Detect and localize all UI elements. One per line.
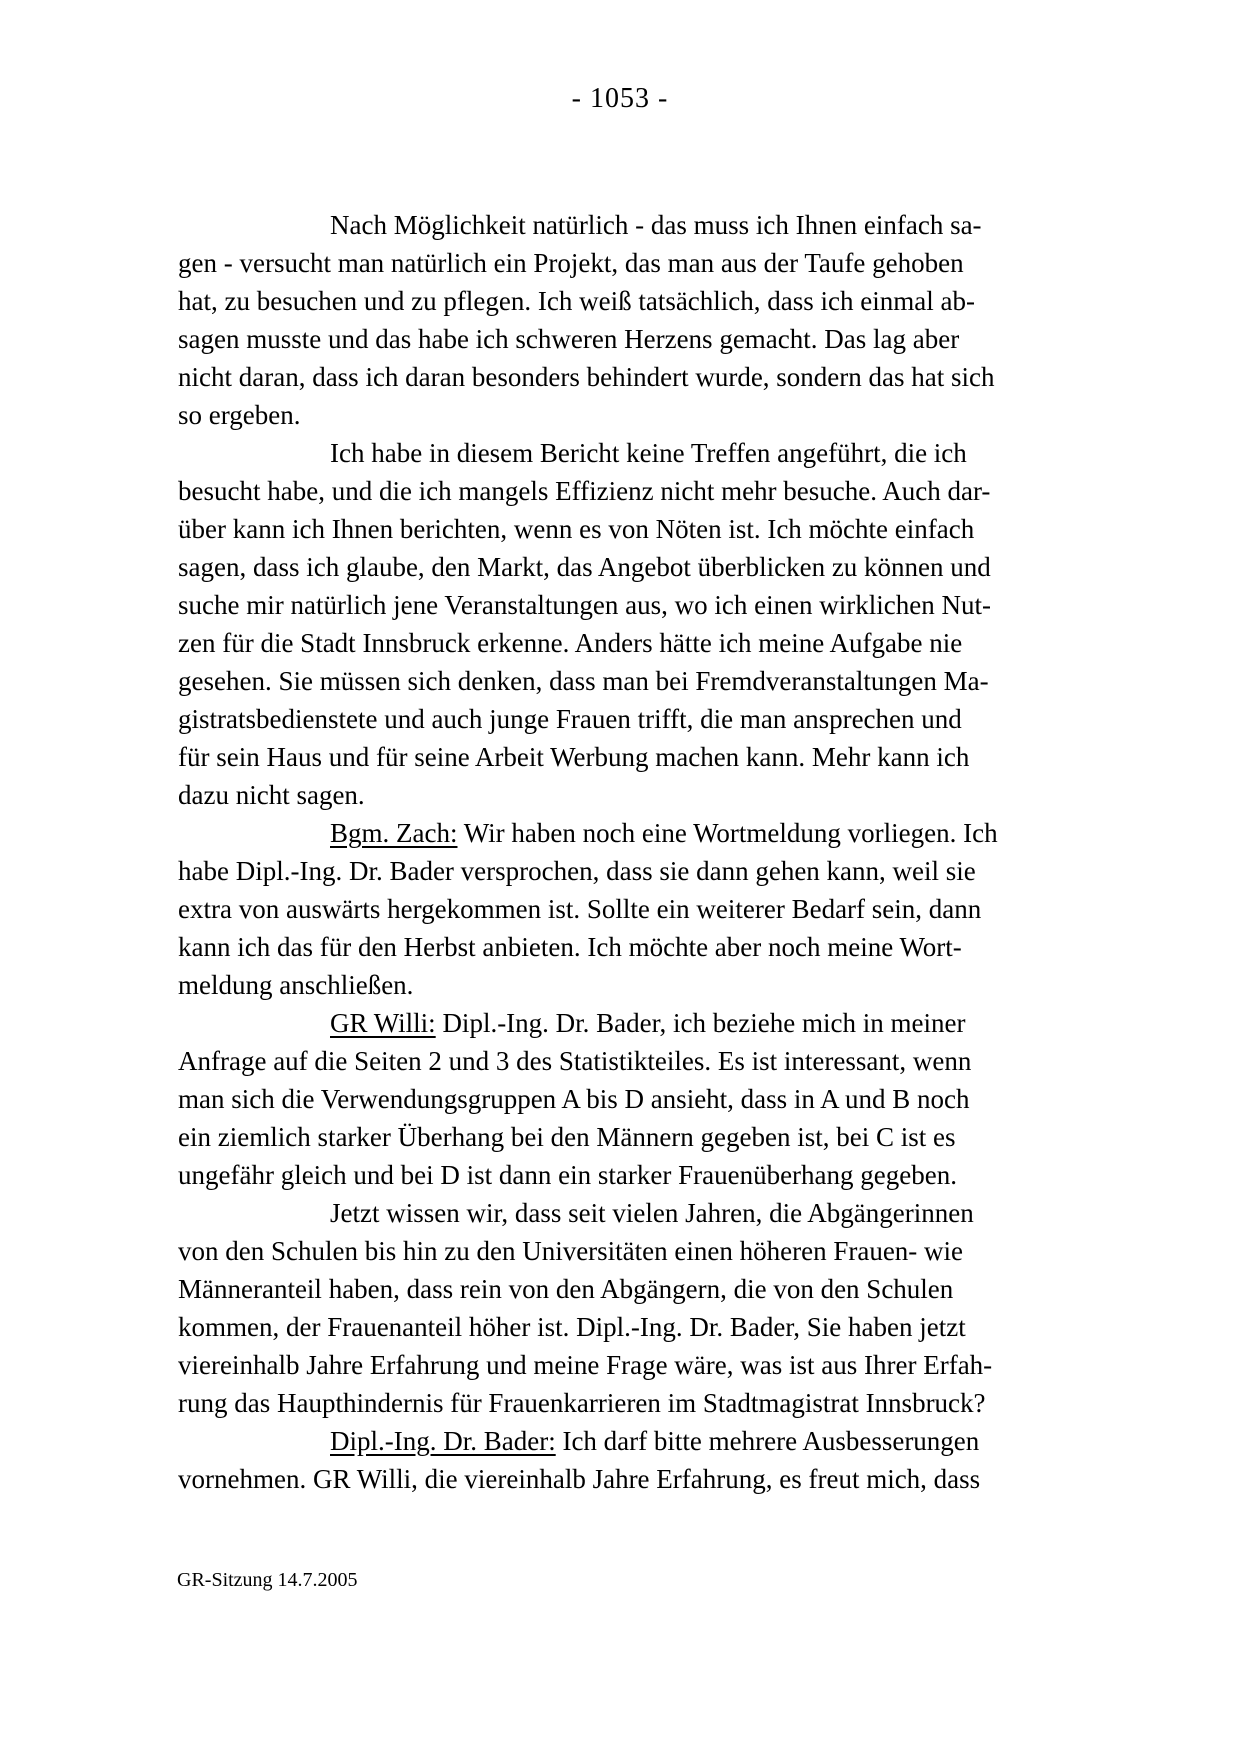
- text-line: Männeranteil haben, dass rein von den Abgängern, die von den Schulen: [178, 1274, 954, 1304]
- text-line: Jetzt wissen wir, dass seit vielen Jahren, die Abgängerinnen: [330, 1198, 974, 1228]
- page-number: - 1053 -: [571, 83, 669, 114]
- paragraph: [178, 434, 1088, 814]
- paragraph: [178, 1194, 1088, 1422]
- text-line: so ergeben.: [178, 400, 301, 430]
- text-line: kann ich das für den Herbst anbieten. Ich möchte aber noch meine Wort-: [178, 932, 962, 962]
- text-line: Bgm. Zach: Wir haben noch eine Wortmeldung vorliegen. Ich: [330, 818, 998, 848]
- paragraph: [178, 1422, 1088, 1498]
- text-line: kommen, der Frauenanteil höher ist. Dipl.-Ing. Dr. Bader, Sie haben jetzt: [178, 1312, 966, 1342]
- text-line: sagen, dass ich glaube, den Markt, das Angebot überblicken zu können und: [178, 552, 991, 582]
- text-line: dazu nicht sagen.: [178, 780, 365, 810]
- paragraph: [178, 1004, 1088, 1194]
- text-line: ein ziemlich starker Überhang bei den Männern gegeben ist, bei C ist es: [178, 1122, 956, 1152]
- text-line: suche mir natürlich jene Veranstaltungen aus, wo ich einen wirklichen Nut-: [178, 590, 992, 620]
- text-line: über kann ich Ihnen berichten, wenn es von Nöten ist. Ich möchte einfach: [178, 514, 975, 544]
- text-line: man sich die Verwendungsgruppen A bis D ansieht, dass in A und B noch: [178, 1084, 970, 1114]
- transcript-body: [178, 206, 1088, 1498]
- text-line: hat, zu besuchen und zu pflegen. Ich weiß tatsächlich, dass ich einmal ab-: [178, 286, 975, 316]
- speaker-label: Bgm. Zach:: [330, 818, 458, 848]
- text-line: Dipl.-Ing. Dr. Bader: Ich darf bitte mehrere Ausbesserungen: [330, 1426, 980, 1456]
- text-line: nicht daran, dass ich daran besonders behindert wurde, sondern das hat sich: [178, 362, 995, 392]
- text-line: Ich habe in diesem Bericht keine Treffen angeführt, die ich: [330, 438, 967, 468]
- text-line: für sein Haus und für seine Arbeit Werbung machen kann. Mehr kann ich: [178, 742, 970, 772]
- text-line: ungefähr gleich und bei D ist dann ein starker Frauenüberhang gegeben.: [178, 1160, 957, 1190]
- text-line: meldung anschließen.: [178, 970, 414, 1000]
- speaker-label: Dipl.-Ing. Dr. Bader:: [330, 1426, 556, 1456]
- text-line: rung das Haupthindernis für Frauenkarrieren im Stadtmagistrat Innsbruck?: [178, 1388, 986, 1418]
- text-line: zen für die Stadt Innsbruck erkenne. Anders hätte ich meine Aufgabe nie: [178, 628, 963, 658]
- paragraph: [178, 814, 1088, 1004]
- text-line: sagen musste und das habe ich schweren Herzens gemacht. Das lag aber: [178, 324, 960, 354]
- text-line: besucht habe, und die ich mangels Effizienz nicht mehr besuche. Auch dar-: [178, 476, 991, 506]
- text-line: vornehmen. GR Willi, die viereinhalb Jahre Erfahrung, es freut mich, dass: [178, 1464, 981, 1494]
- text-line: GR Willi: Dipl.-Ing. Dr. Bader, ich beziehe mich in meiner: [330, 1008, 966, 1038]
- text-line: viereinhalb Jahre Erfahrung und meine Frage wäre, was ist aus Ihrer Erfah-: [178, 1350, 993, 1380]
- text-line: gistratsbedienstete und auch junge Frauen trifft, die man ansprechen und: [178, 704, 962, 734]
- text-line: von den Schulen bis hin zu den Universitäten einen höheren Frauen- wie: [178, 1236, 964, 1266]
- text-line: extra von auswärts hergekommen ist. Sollte ein weiterer Bedarf sein, dann: [178, 894, 982, 924]
- footer-session-label: GR-Sitzung 14.7.2005: [177, 1569, 358, 1591]
- speaker-label: GR Willi:: [330, 1008, 436, 1038]
- paragraph: [178, 206, 1088, 434]
- text-line: gen - versucht man natürlich ein Projekt, das man aus der Taufe gehoben: [178, 248, 964, 278]
- text-line: Nach Möglichkeit natürlich - das muss ich Ihnen einfach sa-: [330, 210, 982, 240]
- text-line: habe Dipl.-Ing. Dr. Bader versprochen, dass sie dann gehen kann, weil sie: [178, 856, 976, 886]
- text-line: Anfrage auf die Seiten 2 und 3 des Statistikteiles. Es ist interessant, wenn: [178, 1046, 972, 1076]
- text-line: gesehen. Sie müssen sich denken, dass man bei Fremdveranstaltungen Ma-: [178, 666, 989, 696]
